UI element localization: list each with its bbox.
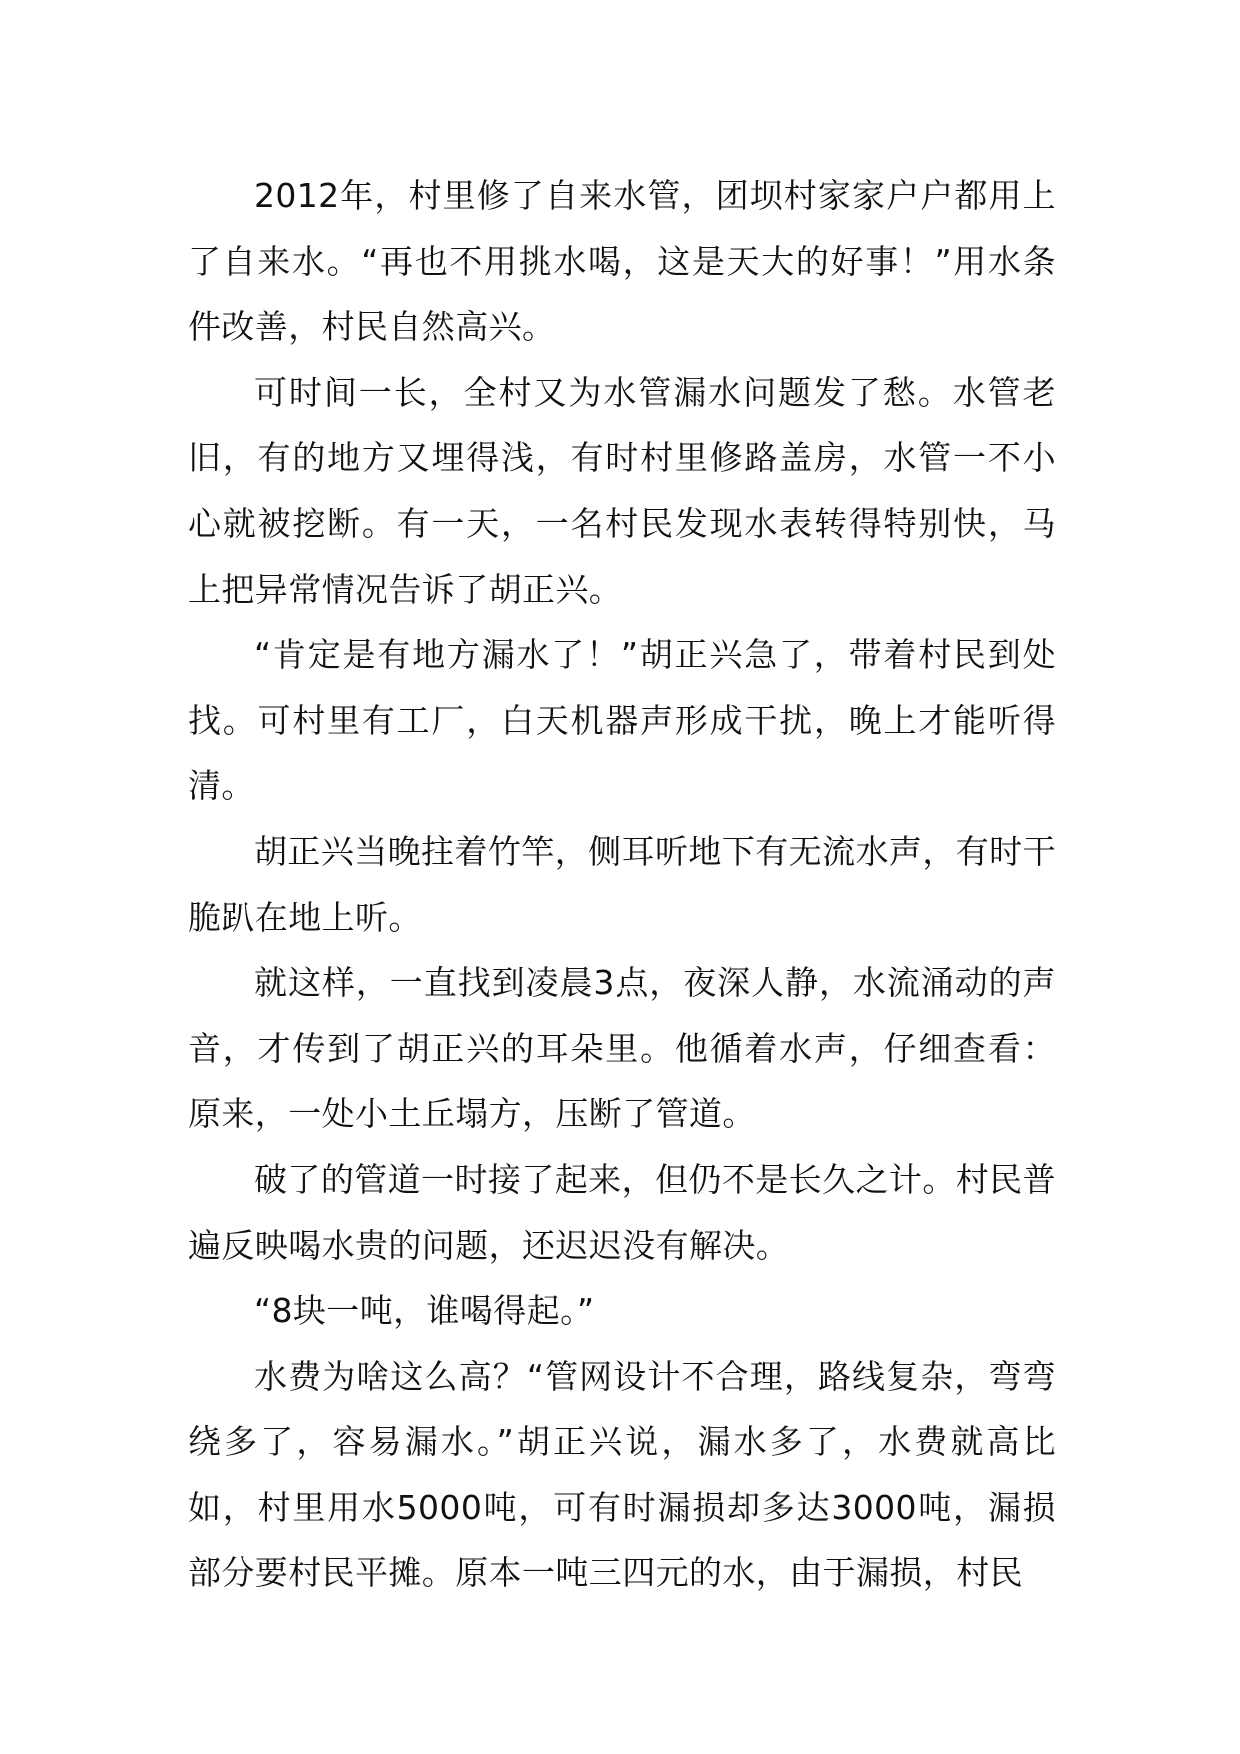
paragraph-7: “8块一吨，谁喝得起。” xyxy=(254,1291,595,1331)
paragraph-5: 就这样，一直找到凌晨3点，夜深人静，水流涌动的声音，才传到了胡正兴的耳朵里。他循着水声，仔细查看：原来，一处小土丘塌方，压断了管道。 xyxy=(188,963,1056,1134)
paragraph-1: 2012年，村里修了自来水管，团坝村家家户户都用上了自来水。“再也不用挑水喝，这是天大的好事！”用水条件改善，村民自然高兴。 xyxy=(188,176,1056,347)
paragraph-4: 胡正兴当晚拄着竹竿，侧耳听地下有无流水声，有时干脆趴在地上听。 xyxy=(188,831,1056,937)
paragraph-8: 水费为啥这么高？“管网设计不合理，路线复杂，弯弯绕多了，容易漏水。”胡正兴说，漏水多了，水费就高比如，村里用水5000吨，可有时漏损却多达3000吨，漏损部分要村民平摊。原本一吨三四元的水，由于漏损，村民 xyxy=(188,1356,1056,1593)
paragraph-6: 破了的管道一时接了起来，但仍不是长久之计。村民普遍反映喝水贵的问题，还迟迟没有解决。 xyxy=(188,1159,1056,1265)
paragraph-3: “肯定是有地方漏水了！”胡正兴急了，带着村民到处找。可村里有工厂，白天机器声形成干扰，晚上才能听得清。 xyxy=(188,635,1056,806)
article-body xyxy=(188,163,1056,1606)
paragraph-2: 可时间一长，全村又为水管漏水问题发了愁。水管老旧，有的地方又埋得浅，有时村里修路盖房，水管一不小心就被挖断。有一天，一名村民发现水表转得特别快，马上把异常情况告诉了胡正兴。 xyxy=(188,372,1056,609)
